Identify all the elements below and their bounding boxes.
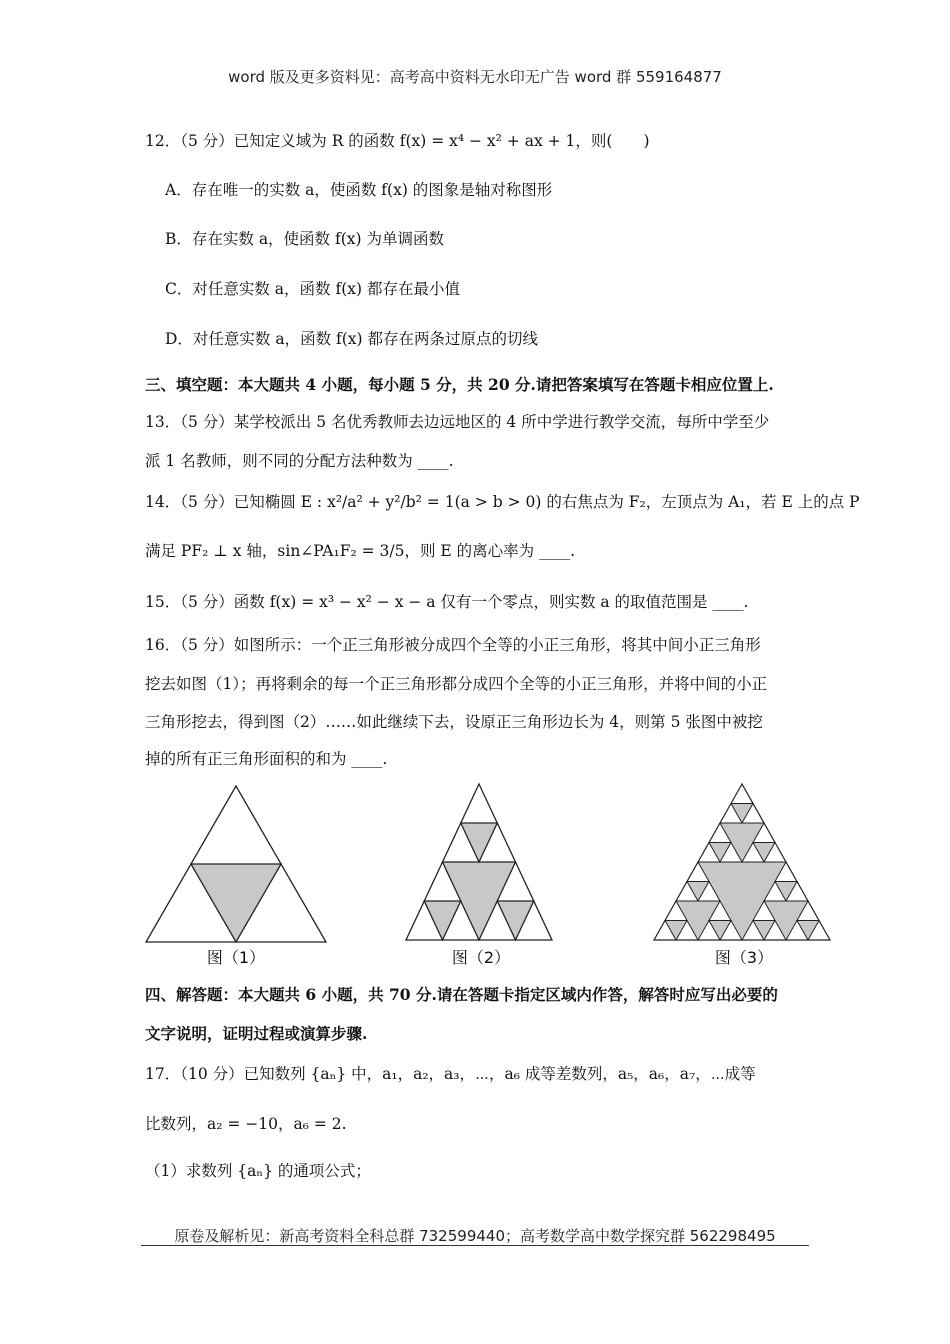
page-header: word 版及更多资料见：高考高中资料无水印无广告 word 群 559164877	[228, 68, 722, 86]
section3-heading: 三、填空题：本大题共 4 小题，每小题 5 分，共 20 分.请把答案填写在答题卡相应位置上.	[145, 375, 774, 394]
q16-line1: 16．（5 分）如图所示：一个正三角形被分成四个全等的小正三角形，将其中间小正三角形	[145, 636, 761, 654]
q17-part1: （1）求数列 {aₙ} 的通项公式；	[145, 1162, 371, 1180]
section4-line1: 四、解答题：本大题共 6 小题，共 70 分.请在答题卡指定区域内作答，解答时应写出必要的	[145, 985, 778, 1004]
q16-line3: 三角形挖去，得到图（2）……如此继续下去，设原正三角形边长为 4，则第 5 张图中被挖	[145, 713, 763, 731]
footer-divider	[141, 1245, 809, 1246]
q12-option-a: A．存在唯一的实数 a，使函数 f(x) 的图象是轴对称图形	[165, 181, 553, 199]
q13-line1: 13．（5 分）某学校派出 5 名优秀教师去边远地区的 4 所中学进行教学交流，每所中学至少	[145, 413, 770, 431]
figure-1	[140, 780, 332, 948]
q14-line1: 14．（5 分）已知椭圆 E : x²/a² + y²/b² = 1(a > b > 0) 的右焦点为 F₂，左顶点为 A₁，若 E 上的点 P	[145, 493, 860, 511]
page-footer: 原卷及解析见：新高考资料全科总群 732599440；高考数学高中数学探究群 562298495	[174, 1227, 776, 1245]
q12-stem: 12．（5 分）已知定义域为 R 的函数 f(x) = x⁴ − x² + ax + 1，则( )	[145, 132, 650, 150]
q17-line2: 比数列，a₂ = −10，a₆ = 2.	[145, 1115, 347, 1133]
q13-line2: 派 1 名教师，则不同的分配方法种数为 ____.	[145, 452, 454, 470]
figure-3-caption: 图（3）	[714, 948, 774, 967]
figure-1-caption: 图（1）	[206, 948, 266, 967]
q12-option-b: B．存在实数 a，使函数 f(x) 为单调函数	[165, 230, 444, 248]
q16-line4: 掉的所有正三角形面积的和为 ____.	[145, 750, 388, 768]
figure-2-caption: 图（2）	[451, 948, 511, 967]
q15-text: 15．（5 分）函数 f(x) = x³ − x² − x − a 仅有一个零点，则实数 a 的取值范围是 ____.	[145, 593, 749, 611]
figure-3	[650, 780, 838, 948]
q12-option-c: C．对任意实数 a，函数 f(x) 都存在最小值	[165, 280, 460, 298]
q12-option-d: D．对任意实数 a，函数 f(x) 都存在两条过原点的切线	[165, 330, 539, 348]
q14-line2: 满足 PF₂ ⊥ x 轴，sin∠PA₁F₂ = 3/5，则 E 的离心率为 ____.	[145, 542, 575, 560]
q16-line2: 挖去如图（1）；再将剩余的每一个正三角形都分成四个全等的小正三角形，并将中间的小正	[145, 675, 768, 693]
figure-2	[400, 780, 562, 948]
q17-line1: 17．（10 分）已知数列 {aₙ} 中，a₁，a₂，a₃，⋯，a₆ 成等差数列，a₅，a₆，a₇，⋯成等	[145, 1065, 756, 1083]
section4-line2: 文字说明，证明过程或演算步骤.	[145, 1024, 368, 1043]
